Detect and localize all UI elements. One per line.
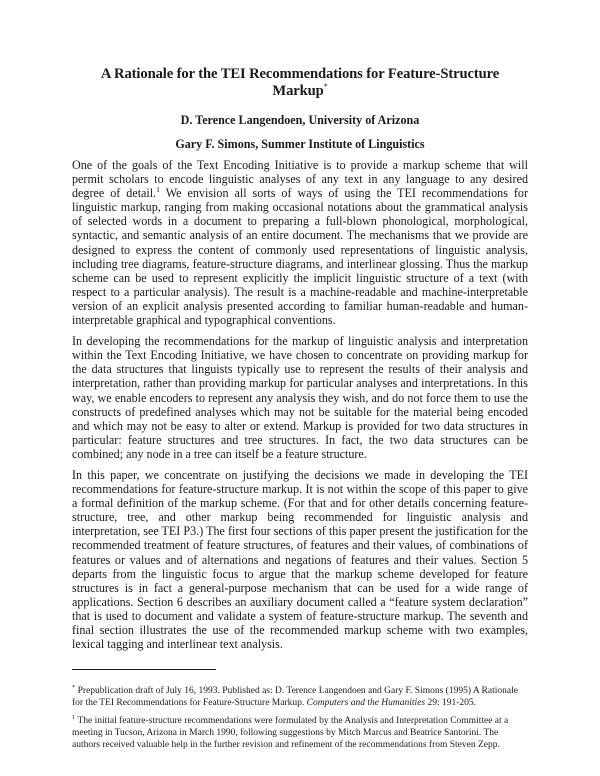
title-footnote-marker: * xyxy=(323,82,328,91)
body-paragraph-2: In developing the recommendations for the markup of linguistic analysis and interpretation within the Text Encoding Initiative, we have chosen to concentrate on providing markup for the data structures that linguists typically use to represent the results of their analysis and interpretation, rather than providing markup for particular analyses and interpretations. In this way, we enable encoders to represent any analysis they wish, and do not force them to use the constructs of predefined analyses which may not be suitable for the material being encoded and which may not be easy to alter or extend. Markup is provided for two data structures in particular: feature structures and tree structures. In fact, the two data structures can be combined; any node in a tree can itself be a feature structure. xyxy=(72,334,528,461)
author-simons: Gary F. Simons, Summer Institute of Linguistics xyxy=(175,137,425,151)
paper-title-text: A Rationale for the TEI Recommendations for Feature-Structure Markup xyxy=(100,66,500,99)
paragraph-1-opening: One of the goals of the Text Encoding Initiative is to provide a markup scheme that will permit scholars to encode linguistic analyses of any text in any language to any desired degree of detail. xyxy=(72,158,528,201)
footnote-1-number: 1 xyxy=(72,714,76,722)
journal-title: Computers and the Humanities xyxy=(306,698,426,709)
paper-title xyxy=(72,66,528,100)
author-langendoen: D. Terence Langendoen, University of Arizona xyxy=(180,113,420,127)
footnote-1-marker: 1 xyxy=(156,185,160,195)
paragraph-1-rest: We envision all sorts of ways of using the TEI recommendations for linguistic markup, ranging from making occasional notations about the grammatical analysis of selected words in a document to preparing a full-blown phonological, morphological, syntactic, and semantic analysis of an entire document. The mechanisms that we provide are designed to express the content of commonly used representations of linguistic analysis, including tree diagrams, feature-structure diagrams, and interlinear glossing. Thus the markup scheme can be used to represent explicitly the implicit linguistic structure of a text (with respect to a particular analysis). The result is a machine-readable and machine-interpretable version of an explicit analysis presented according to familiar human-readable and human-interpretable graphical and typographical conventions. xyxy=(72,186,528,328)
footnote-star-marker: * xyxy=(72,684,76,692)
footnote-star-text: Prepublication draft of July 16, 1993. Published as: D. Terence Langendoen and Gary F. Simons (1995) A Rationale for the TEI Recommendations for Feature-Structure Markup. xyxy=(72,686,518,709)
footnote-star-citation: 29: 191-205. xyxy=(425,698,477,709)
footnote-publication xyxy=(72,685,528,709)
body-paragraph-1 xyxy=(72,158,528,327)
footnote-divider xyxy=(72,669,216,670)
footnote-1 xyxy=(72,715,528,751)
footnote-1-text: The initial feature-structure recommendations were formulated by the Analysis and Interpretation Committee at a meeting in Tucson, Arizona in March 1990, following suggestions by Mitch Marcus and Beatrice Santorini. The authors received valuable help in the further revision and refinement of the recommendations from Steven Zepp. xyxy=(72,716,509,751)
body-paragraph-3: In this paper, we concentrate on justifying the decisions we made in developing the TEI recommendations for feature-structure markup. It is not within the scope of this paper to give a formal definition of the markup scheme. (For that and for other details concerning feature-structure, tree, and other markup being recommended for linguistic analysis and interpretation, see TEI P3.) The first four sections of this paper present the justification for the recommended treatment of feature structures, of features and their values, of combinations of features or values and of alternations and negations of features and their values. Section 5 departs from the linguistic focus to argue that the markup scheme developed for feature structures is in fact a general-purpose mechanism that can be used for a wide range of applications. Section 6 describes an auxiliary document called a “feature system declaration” that is used to document and validate a system of feature-structure markup. The seventh and final section illustrates the use of the recommended markup scheme with two examples, lexical tagging and interlinear text analysis. xyxy=(72,467,528,652)
